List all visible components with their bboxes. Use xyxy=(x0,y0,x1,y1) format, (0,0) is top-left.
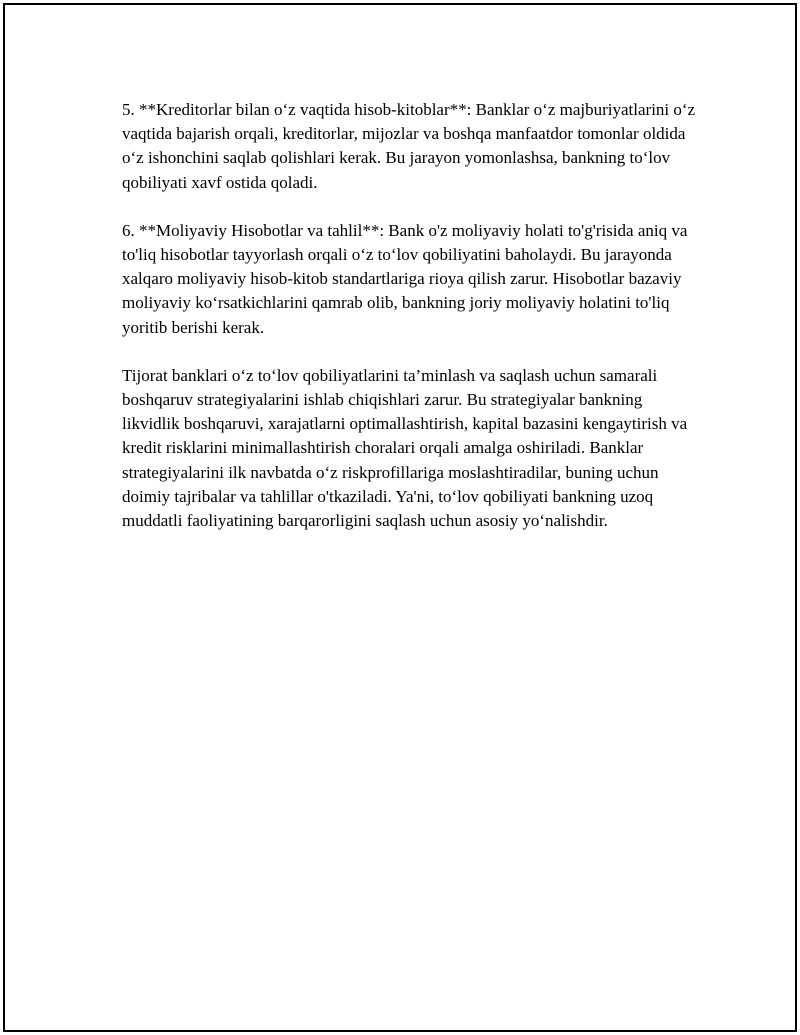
document-body xyxy=(122,98,702,557)
paragraph-financial-reports: 6. **Moliyaviy Hisobotlar va tahlil**: Bank o'z moliyaviy holati to'g'risida aniq va to'liq hisobotlar tayyorlash orqali o‘z to‘lov qobiliyatini baholaydi. Bu jarayonda xalqaro moliyaviy hisob-kitob standartlariga rioya qilish zarur. Hisobotlar bazaviy moliyaviy ko‘rsatkichlarini qamrab olib, bankning joriy moliyaviy holatini to'liq yoritib berishi kerak. xyxy=(122,220,688,337)
document-page xyxy=(3,3,797,1032)
paragraph-management-strategies: Tijorat banklari o‘z to‘lov qobiliyatlarini ta’minlash va saqlash uchun samarali boshqaruv strategiyalarini ishlab chiqishlari zarur. Bu strategiyalar bankning likvidlik boshqaruvi, xarajatlarni optimallashtirish, kapital bazasini kengaytirish va kredit risklarini minimallashtirish choralari orqali amalga oshiriladi. Banklar strategiyalarini ilk navbatda o‘z riskprofillariga moslashtiradilar, buning uchun doimiy tajribalar va tahlillar o'tkaziladi. Ya'ni, to‘lov qobiliyati bankning uzoq muddatli faoliyatining barqarorligini saqlash uchun asosiy yo‘nalishdir. xyxy=(122,365,688,531)
paragraph-creditor-settlements: 5. **Kreditorlar bilan o‘z vaqtida hisob-kitoblar**: Banklar o‘z majburiyatlarini o‘z vaqtida bajarish orqali, kreditorlar, mijozlar va boshqa manfaatdor tomonlar oldida o‘z ishonchini saqlab qolishlari kerak. Bu jarayon yomonlashsa, bankning to‘lov qobiliyati xavf ostida qoladi. xyxy=(122,100,696,192)
